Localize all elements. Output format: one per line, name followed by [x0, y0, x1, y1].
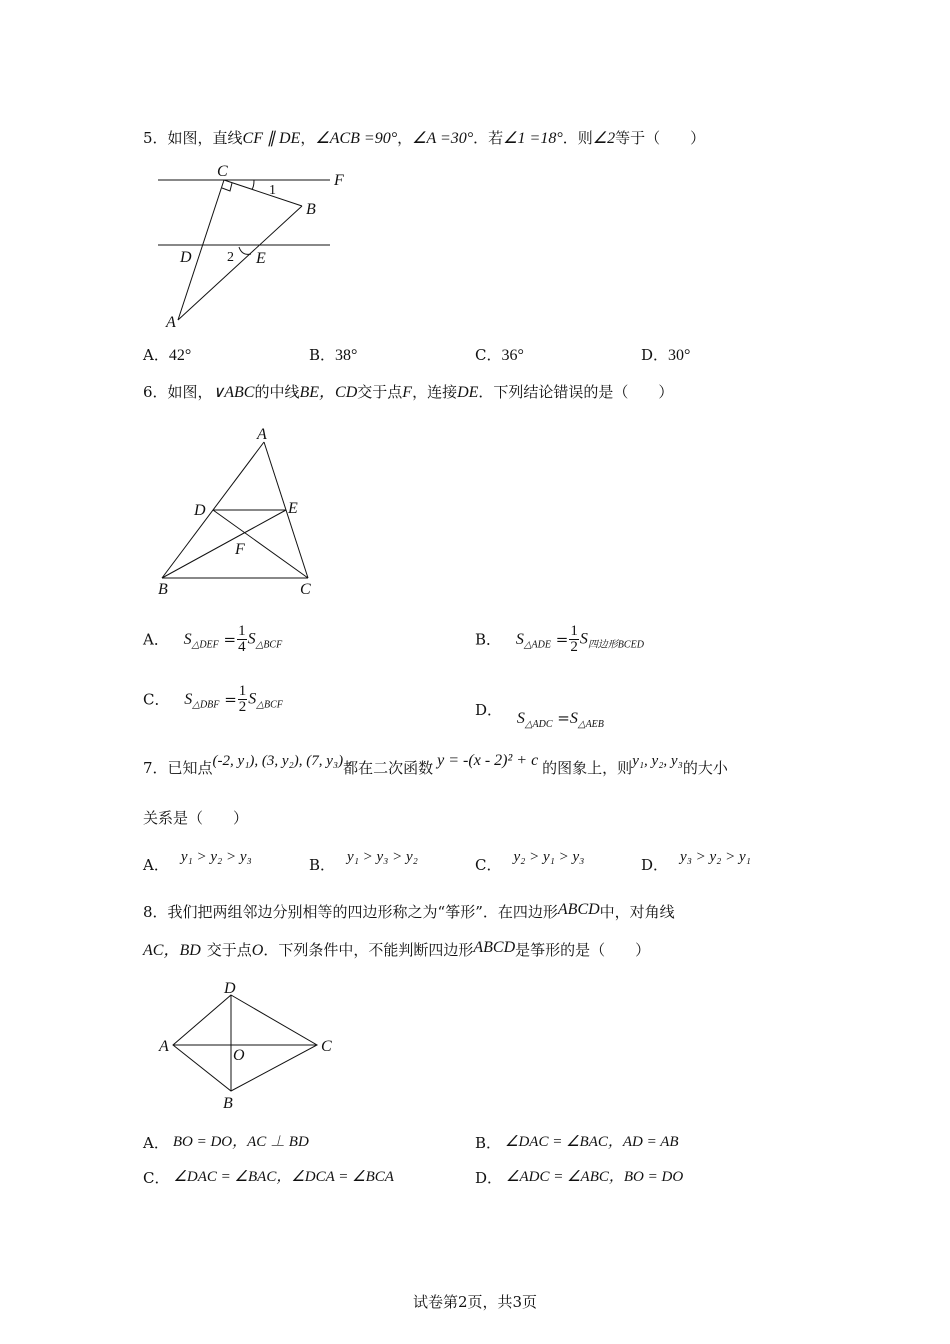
- q6-label-c: C: [300, 581, 311, 598]
- q6-seg-cd: [213, 510, 308, 578]
- q6-option-d-lhs-sub: △ADC: [524, 719, 553, 730]
- q5-option-a-value: 42°: [168, 347, 192, 364]
- q8-stem-line2-suffix: 是筝形的是（ ）: [515, 941, 651, 959]
- q8-option-c-letter: C．: [143, 1169, 170, 1187]
- q6-option-c-den: 2: [238, 699, 247, 715]
- q6-option-a-letter: A．: [143, 630, 169, 649]
- q6-option-a[interactable]: [143, 624, 282, 656]
- q5-option-d-letter: D．: [641, 346, 669, 364]
- q8-option-a[interactable]: [143, 1133, 309, 1154]
- q6-stem: [143, 382, 673, 403]
- q8-option-c-value: ∠DAC = ∠BAC，∠DCA = ∠BCA: [173, 1169, 394, 1185]
- q8-label-a: A: [159, 1038, 169, 1055]
- q7-option-a[interactable]: [143, 849, 252, 876]
- q6-option-d-lhs: S: [516, 710, 525, 727]
- q6-option-b-den: 2: [570, 639, 578, 655]
- q5-option-a-letter: A．: [143, 346, 169, 364]
- q6-option-a-eq: =: [223, 630, 237, 649]
- q8-point-o: O: [251, 942, 264, 959]
- q5-cond-angle2: ∠2: [592, 130, 616, 147]
- q7-points: (-2, y₁), (3, y₂), (7, y₃): [212, 753, 344, 769]
- q7-stem-suffix: 的大小: [682, 759, 728, 777]
- q5-label-f: F: [334, 172, 344, 189]
- q7-option-b-letter: B．: [309, 856, 336, 874]
- q7-option-c-value: y₂ > y₁ > y₃: [513, 849, 585, 865]
- q5-cond-parallel: CF ∥ DE: [242, 130, 301, 147]
- q6-point-f: F: [402, 384, 413, 401]
- q6-option-b-lhs: S: [515, 630, 524, 648]
- q7-option-b-value: y₁ > y₃ > y₂: [347, 849, 418, 865]
- q6-option-a-rhs-sub: △BCF: [255, 639, 283, 651]
- q6-option-b-num: 1: [570, 623, 578, 639]
- q6-option-b-letter: B．: [475, 630, 502, 649]
- q8-quad2: ABCD: [473, 939, 516, 956]
- q7-option-c-letter: C．: [475, 856, 502, 874]
- q5-cond-acb: ∠ACB =90°: [315, 130, 398, 147]
- q5-label-b: B: [306, 201, 316, 218]
- q5-option-b-value: 38°: [335, 347, 358, 364]
- q5-option-c[interactable]: [475, 345, 524, 366]
- q6-option-c-fraction: [238, 684, 248, 715]
- q5-label-1: 1: [269, 183, 276, 198]
- q8-option-b-letter: B．: [475, 1134, 502, 1152]
- q5-sep1: ，: [300, 129, 316, 147]
- q5-option-b[interactable]: [309, 345, 357, 366]
- q8-option-d-letter: D．: [475, 1169, 503, 1187]
- q5-cond-a: ∠A =30°: [412, 130, 474, 147]
- q6-label-d: D: [194, 502, 206, 519]
- q8-option-d[interactable]: [475, 1168, 683, 1189]
- q6-option-d-letter: D．: [475, 701, 503, 719]
- q6-option-c-rhs: S: [248, 690, 257, 708]
- q7-option-a-value: y₁ > y₂ > y₃: [180, 849, 252, 865]
- q5-option-d[interactable]: [641, 345, 690, 366]
- q6-triangle: ∨ABC: [212, 384, 255, 401]
- q7-stem-line2: 关系是（ ）: [143, 809, 249, 827]
- q5-option-c-letter: C．: [475, 346, 502, 364]
- q5-label-c: C: [217, 163, 228, 180]
- q5-stem: [143, 128, 705, 149]
- q6-option-a-lhs: S: [183, 630, 192, 648]
- q5-sep3: ．若: [473, 129, 504, 147]
- q5-option-a[interactable]: [143, 345, 191, 366]
- q6-stem-prefix: 6．如图，: [143, 383, 213, 401]
- q7-stem-prefix: 7．已知点: [143, 759, 213, 777]
- q6-label-e: E: [288, 500, 298, 517]
- page-footer: 试卷第2页，共3页: [412, 1293, 538, 1311]
- q6-medians: BE，CD: [299, 384, 358, 401]
- q6-option-c-letter: C．: [143, 690, 170, 709]
- q8-option-d-value: ∠ADC = ∠ABC，BO = DO: [506, 1169, 684, 1185]
- q8-stem-mid: 交于点: [206, 941, 252, 959]
- q6-figure: [150, 422, 330, 602]
- q6-option-a-den: 4: [238, 639, 246, 655]
- q6-option-c-lhs-sub: △DBF: [192, 699, 220, 711]
- q6-option-a-fraction: [237, 624, 247, 655]
- q5-sep2: ，: [397, 129, 413, 147]
- q8-label-d: D: [224, 980, 236, 997]
- q5-label-a: A: [166, 314, 176, 331]
- q8-figure: [155, 975, 345, 1115]
- q8-stem-line1: [143, 902, 675, 923]
- q5-stem-suffix: 等于（ ）: [615, 129, 706, 147]
- q8-quad: ABCD: [557, 901, 600, 918]
- q6-option-b-lhs-sub: △ADE: [523, 639, 551, 651]
- q6-stem-mid2: 交于点: [357, 383, 403, 401]
- q5-label-e: E: [256, 250, 266, 267]
- q8-option-a-letter: A．: [143, 1134, 169, 1152]
- q5-label-d: D: [180, 249, 192, 266]
- q5-sep4: ．则: [562, 129, 593, 147]
- q8-option-b[interactable]: [475, 1133, 679, 1154]
- q6-option-b-rhs: S: [579, 630, 588, 648]
- q8-diagonals: AC，BD: [143, 942, 201, 959]
- q6-label-a: A: [257, 426, 267, 443]
- q7-option-c[interactable]: [475, 849, 585, 876]
- q6-stem-suffix: ．下列结论错误的是（ ）: [478, 383, 674, 401]
- q6-option-a-lhs-sub: △DEF: [191, 639, 219, 651]
- q6-option-c-eq: =: [224, 690, 237, 709]
- q6-option-c-lhs: S: [184, 690, 193, 708]
- q8-label-o: O: [233, 1047, 245, 1064]
- q6-segment-de: DE: [457, 384, 479, 401]
- q5-option-d-value: 30°: [668, 347, 691, 364]
- q7-option-b[interactable]: [309, 849, 418, 876]
- q7-stem-mid2: 的图象上，则: [542, 759, 633, 777]
- q6-option-a-rhs: S: [247, 630, 256, 648]
- q6-option-b-rhs-sub: 四边形BCED: [587, 639, 644, 651]
- q5-angle1-arc: [252, 180, 254, 189]
- q7-option-d[interactable]: [641, 849, 751, 876]
- q5-right-angle-mark: [222, 183, 232, 191]
- q5-figure: [150, 160, 360, 335]
- q6-option-a-num: 1: [238, 623, 246, 639]
- q8-option-b-value: ∠DAC = ∠BAC，AD = AB: [505, 1134, 679, 1150]
- q7-stem: [143, 752, 728, 779]
- q8-option-c[interactable]: [143, 1168, 394, 1189]
- q6-option-b-fraction: [569, 624, 579, 655]
- q6-seg-be: [162, 510, 286, 578]
- q7-vars: y₁, y₂, y₃: [632, 753, 683, 769]
- q6-option-d[interactable]: [475, 700, 604, 730]
- q5-stem-prefix: 5．如图，直线: [143, 129, 243, 147]
- q8-stem-prefix: 8．我们把两组邻边分别相等的四边形称之为“筝形”．在四边形: [143, 903, 558, 921]
- q7-option-d-letter: D．: [641, 856, 669, 874]
- q6-option-c[interactable]: [143, 684, 283, 716]
- q7-option-d-value: y₃ > y₂ > y₁: [680, 849, 751, 865]
- q8-stem-line1-suffix: 中，对角线: [599, 903, 675, 921]
- q5-angle2-arc: [239, 247, 251, 254]
- q6-option-d-rhs-sub: △AEB: [577, 719, 604, 730]
- q6-option-b[interactable]: [475, 624, 644, 656]
- q8-option-a-value: BO = DO，AC ⊥ BD: [172, 1134, 309, 1150]
- q7-function: y = -(x - 2)² + c: [437, 752, 539, 769]
- q5-option-b-letter: B．: [309, 346, 336, 364]
- q8-stem-mid2: ．下列条件中，不能判断四边形: [263, 941, 474, 959]
- q7-stem-mid: 都在二次函数: [343, 759, 434, 777]
- q8-label-b: B: [223, 1095, 233, 1112]
- q6-option-d-eq: =: [557, 709, 570, 727]
- q6-stem-mid: 的中线: [254, 383, 300, 401]
- q5-seg-cb: [224, 180, 302, 206]
- q6-label-f: F: [235, 541, 245, 558]
- q6-label-b: B: [158, 581, 168, 598]
- q6-option-b-eq: =: [555, 630, 569, 649]
- q8-label-c: C: [321, 1038, 332, 1055]
- q8-stem-line2: [143, 940, 650, 961]
- q5-cond-angle1: ∠1 =18°: [503, 130, 563, 147]
- q8-quad-outline: [173, 995, 317, 1091]
- q6-option-d-rhs: S: [569, 710, 578, 727]
- q6-option-c-rhs-sub: △BCF: [256, 699, 283, 711]
- q7-option-a-letter: A．: [143, 856, 169, 874]
- q6-stem-mid3: ，连接: [412, 383, 458, 401]
- q6-option-c-num: 1: [238, 683, 247, 699]
- q5-label-2: 2: [227, 250, 234, 265]
- q5-option-c-value: 36°: [501, 347, 524, 364]
